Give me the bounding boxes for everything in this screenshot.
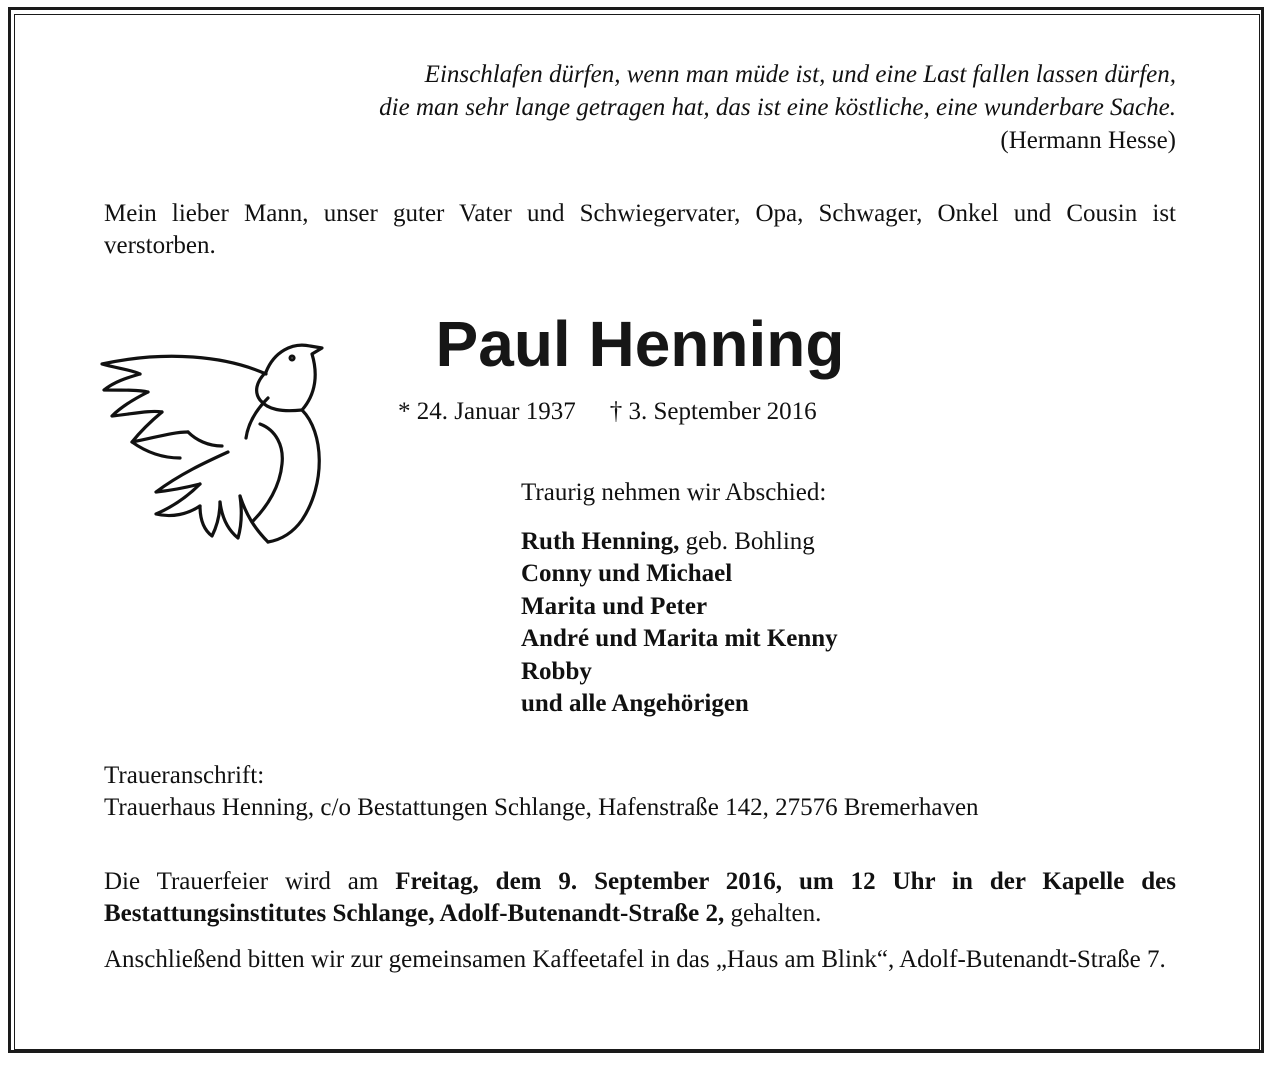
ceremony-prefix: Die Trauerfeier wird am xyxy=(104,868,396,895)
quote-author: (Hermann Hesse) xyxy=(1000,127,1176,154)
ceremony-info xyxy=(104,866,1176,930)
mourners-block xyxy=(521,477,838,721)
mourner-line: Conny und Michael xyxy=(521,560,733,587)
deceased-name: Paul Henning xyxy=(435,308,845,380)
quote-line-1: Einschlafen dürfen, wenn man müde ist, und eine Last fallen lassen dürfen, xyxy=(424,61,1176,88)
address-label: Traueranschrift: xyxy=(104,762,265,789)
ceremony-suffix: gehalten. xyxy=(724,900,822,927)
life-dates xyxy=(398,396,851,428)
address-value: Trauerhaus Henning, c/o Bestattungen Schlange, Hafenstraße 142, 27576 Bremerhaven xyxy=(104,794,979,821)
intro-text: Mein lieber Mann, unser guter Vater und Schwiegervater, Opa, Schwager, Onkel und Cousin ist verstorben. xyxy=(104,200,1176,259)
mourner-first xyxy=(521,526,838,559)
mourner-first-maiden: geb. Bohling xyxy=(679,527,815,555)
mourners-lead: Traurig nehmen wir Abschied: xyxy=(521,479,827,506)
mourner-line: Marita und Peter xyxy=(521,592,708,620)
coffee-invitation: Anschließend bitten wir zur gemeinsamen Kaffeetafel in das „Haus am Blink“, Adolf-Butenandt-Straße 7. xyxy=(104,946,1166,973)
hesse-quote xyxy=(176,58,1176,157)
mourner-first-name: Ruth Henning, xyxy=(521,527,680,555)
birth-date: * 24. Januar 1937 xyxy=(398,398,576,425)
mourner-line: und alle Angehörigen xyxy=(521,690,749,717)
mourning-address xyxy=(104,760,979,824)
death-date: † 3. September 2016 xyxy=(609,398,817,425)
quote-line-2: die man sehr lange getragen hat, das ist eine köstliche, eine wunderbare Sache. xyxy=(379,94,1176,121)
dove-icon xyxy=(96,334,328,548)
mourner-line: Robby xyxy=(521,657,592,685)
ceremony-details: Freitag, dem 9. September 2016, um 12 Uhr in der Kapelle des Bestattungsinstitutes Schlange, Adolf-Butenandt-Straße 2, xyxy=(104,868,1176,927)
mourner-line: André und Marita mit Kenny xyxy=(521,625,838,652)
